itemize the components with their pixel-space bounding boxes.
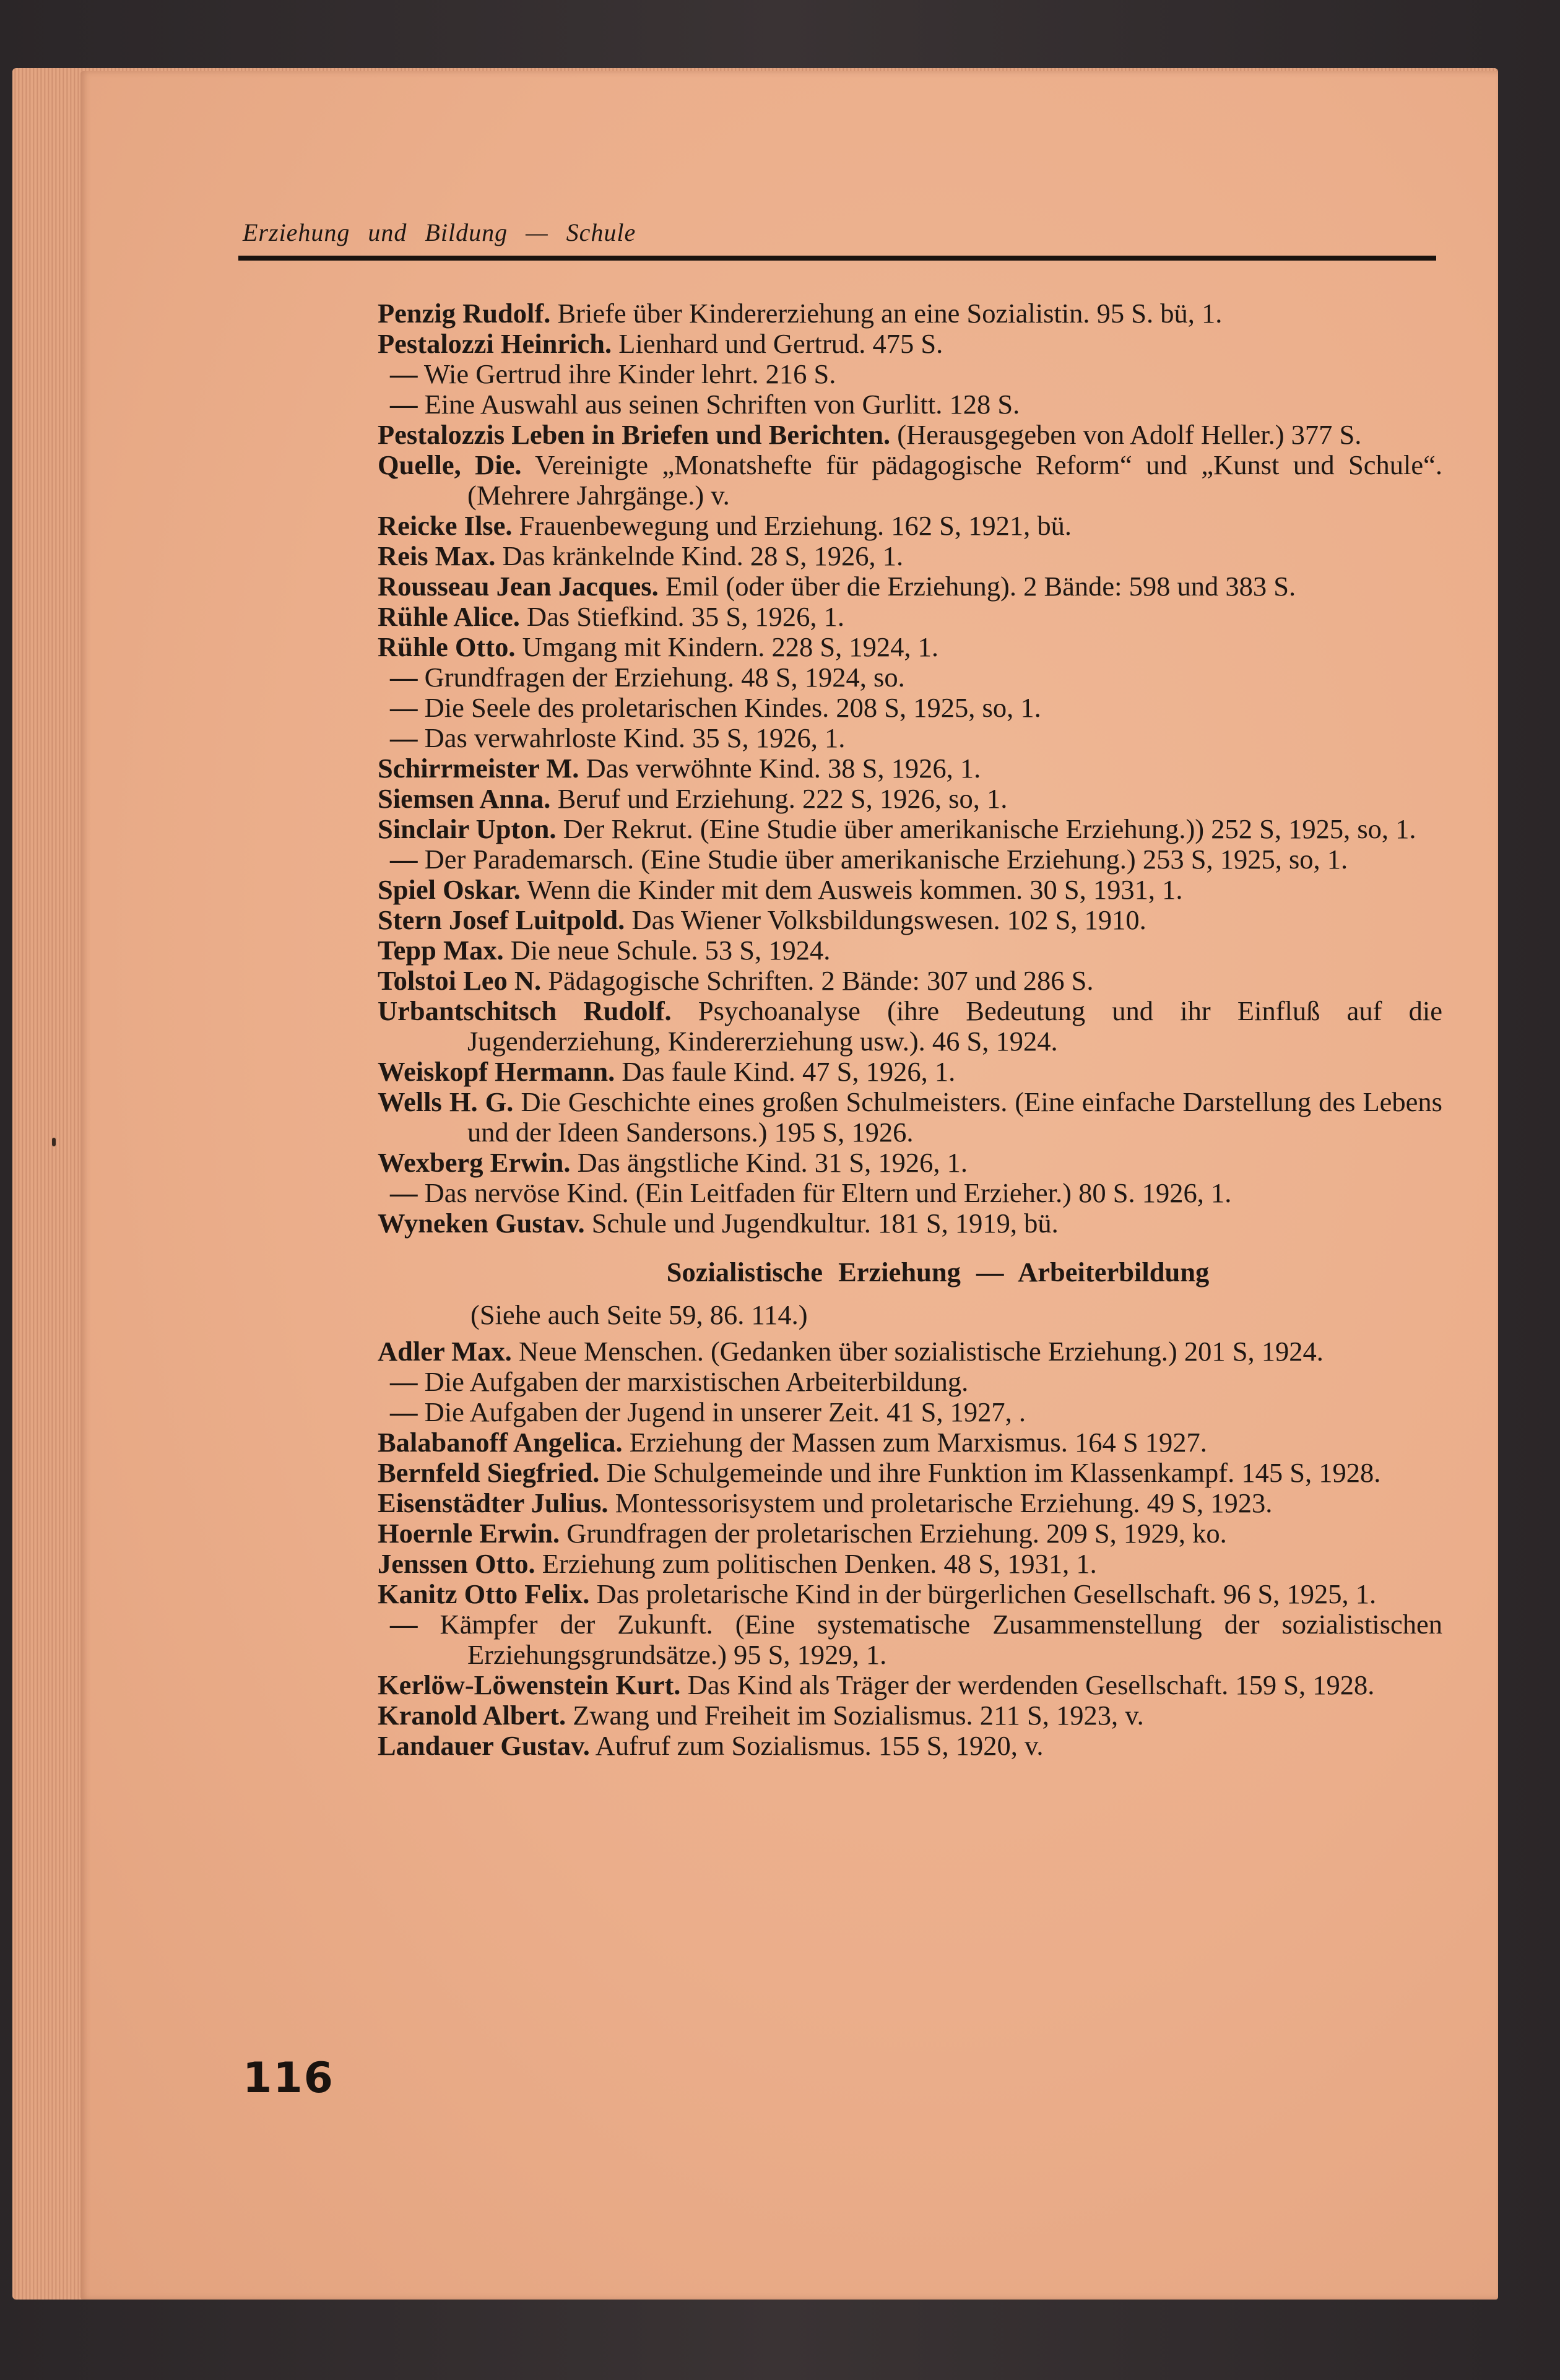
bibliography-entry [378, 1670, 1442, 1700]
entry-text: Frauenbewegung und Erziehung. 162 S, 1921, bü. [512, 510, 1072, 541]
entry-text: Wenn die Kinder mit dem Ausweis kommen. 30 S, 1931, 1. [520, 874, 1183, 905]
entry-text: Lienhard und Gertrud. 475 S. [612, 328, 943, 359]
entry-author: Kerlöw-Löwenstein Kurt. [378, 1669, 681, 1700]
entry-text: Das Wiener Volksbildungswesen. 102 S, 1910. [625, 904, 1146, 935]
entry-text: Das ängstliche Kind. 31 S, 1926, 1. [570, 1147, 968, 1178]
entry-text: Das verwöhnte Kind. 38 S, 1926, 1. [579, 753, 981, 784]
entry-author: Reicke Ilse. [378, 510, 513, 541]
entry-author: Stern Josef Luitpold. [378, 904, 625, 935]
bibliography-entry [378, 1731, 1442, 1761]
bibliography-entry [378, 1178, 1442, 1208]
entry-text: Das nervöse Kind. (Ein Leitfaden für Eltern und Erzieher.) 80 S. 1926, 1. [417, 1177, 1232, 1208]
bibliography-entry [378, 389, 1442, 420]
bibliography-entry [378, 602, 1442, 632]
entry-author: Eisenstädter Julius. [378, 1487, 609, 1518]
bibliography-entry [378, 1488, 1442, 1518]
entry-text: Die Seele des proletarischen Kindes. 208 S, 1925, so, 1. [417, 692, 1041, 723]
entry-text: Erziehung der Massen zum Marxismus. 164 S 1927. [622, 1427, 1207, 1458]
entry-author: Wexberg Erwin. [378, 1147, 571, 1178]
bibliography-entry [378, 814, 1442, 844]
page-number: 116 [243, 2054, 334, 2103]
entry-author: — [390, 1609, 418, 1640]
entry-text: Psychoanalyse (ihre Bedeutung und ihr Einfluß auf die Jugenderziehung, Kindererziehung usw.). 46 S, 1924. [467, 995, 1442, 1057]
entry-author: Penzig Rudolf. [378, 298, 551, 329]
entry-author: Reis Max. [378, 540, 496, 571]
bibliography-entry [378, 784, 1442, 814]
bibliography-entry [378, 571, 1442, 602]
entry-author: Adler Max. [378, 1336, 512, 1367]
entry-author: Schirrmeister M. [378, 753, 579, 784]
entry-text: Die neue Schule. 53 S, 1924. [503, 935, 831, 966]
entry-author: — [390, 722, 418, 753]
entry-text: Die Aufgaben der Jugend in unserer Zeit. 41 S, 1927, . [417, 1396, 1026, 1427]
entry-author: Quelle, Die. [378, 449, 522, 480]
entry-author: Rühle Otto. [378, 631, 516, 662]
section-title: Sozialistische Erziehung — Arbeiterbildung [666, 1257, 1210, 1287]
bibliography-entry [378, 693, 1442, 723]
entry-text: (Herausgegeben von Adolf Heller.) 377 S. [890, 419, 1362, 450]
entry-text: Montessorisystem und proletarische Erziehung. 49 S, 1923. [608, 1487, 1273, 1518]
header-rule [238, 256, 1436, 261]
bibliography-entry [378, 420, 1442, 450]
bibliography-entry [378, 1427, 1442, 1458]
entry-author: — [390, 358, 418, 389]
bibliography-entry [378, 1367, 1442, 1397]
entry-text: Das Kind als Träger der werdenden Gesellschaft. 159 S, 1928. [680, 1669, 1375, 1700]
entry-text: Die Schulgemeinde und ihre Funktion im Klassenkampf. 145 S, 1928. [599, 1457, 1381, 1488]
bibliography-entry [378, 450, 1442, 511]
bibliography-entry [378, 632, 1442, 662]
bibliography-entries-sozialistische [378, 1336, 1442, 1761]
bibliography-list [378, 298, 1442, 1761]
bibliography-entry [378, 1148, 1442, 1178]
entry-author: Tolstoi Leo N. [378, 965, 542, 996]
entry-author: Wyneken Gustav. [378, 1208, 585, 1239]
bibliography-entry [378, 1087, 1442, 1148]
entry-text: Grundfragen der proletarischen Erziehung. 209 S, 1929, ko. [560, 1518, 1227, 1549]
entry-text: Vereinigte „Monatshefte für pädagogische Reform“ und „Kunst und Schule“. (Mehrere Jahrgänge.) v. [467, 449, 1442, 511]
running-head: Erziehung und Bildung — Schule [243, 219, 636, 246]
bibliography-entry [378, 1579, 1442, 1609]
bibliography-entry [378, 1336, 1442, 1367]
entry-author: Kranold Albert. [378, 1700, 566, 1731]
bibliography-entries-schule [378, 298, 1442, 1239]
entry-text: Kämpfer der Zukunft. (Eine systematische Zusammenstellung der sozialistischen Erziehungsgrundsätze.) 95 S, 1929, 1. [417, 1609, 1442, 1670]
entry-author: Wells H. G. [378, 1086, 514, 1117]
entry-text: Umgang mit Kindern. 228 S, 1924, 1. [515, 631, 939, 662]
entry-author: — [390, 1366, 418, 1397]
entry-text: Neue Menschen. (Gedanken über sozialistische Erziehung.) 201 S, 1924. [511, 1336, 1324, 1367]
entry-author: Rousseau Jean Jacques. [378, 571, 659, 602]
entry-author: Spiel Oskar. [378, 874, 521, 905]
entry-text: Eine Auswahl aus seinen Schriften von Gurlitt. 128 S. [417, 389, 1020, 420]
entry-author: Urbantschitsch Rudolf. [378, 995, 672, 1026]
entry-author: — [390, 1396, 418, 1427]
entry-author: — [390, 389, 418, 420]
bibliography-entry [378, 1549, 1442, 1579]
entry-author: — [390, 844, 418, 875]
entry-author: Siemsen Anna. [378, 783, 551, 814]
bibliography-entry [378, 1700, 1442, 1731]
entry-author: Rühle Alice. [378, 601, 520, 632]
bibliography-entry [378, 1458, 1442, 1488]
entry-text: Emil (oder über die Erziehung). 2 Bände: 598 und 383 S. [658, 571, 1296, 602]
bibliography-entry [378, 541, 1442, 571]
entry-text: Das proletarische Kind in der bürgerlichen Gesellschaft. 96 S, 1925, 1. [589, 1578, 1377, 1609]
entry-author: Jenssen Otto. [378, 1548, 535, 1579]
bibliography-entry [378, 905, 1442, 935]
entry-author: Bernfeld Siegfried. [378, 1457, 600, 1488]
entry-text: Aufruf zum Sozialismus. 155 S, 1920, v. [589, 1730, 1044, 1761]
entry-text: Erziehung zum politischen Denken. 48 S, 1931, 1. [535, 1548, 1097, 1579]
bibliography-entry [378, 511, 1442, 541]
entry-text: Das Stiefkind. 35 S, 1926, 1. [519, 601, 845, 632]
entry-author: Sinclair Upton. [378, 813, 557, 844]
bibliography-entry [378, 723, 1442, 753]
bibliography-entry [378, 359, 1442, 389]
entry-author: Weiskopf Hermann. [378, 1056, 615, 1087]
entry-author: Pestalozzis Leben in Briefen und Berichten. [378, 419, 891, 450]
bibliography-entry [378, 844, 1442, 875]
bibliography-entry [378, 996, 1442, 1057]
entry-author: Kanitz Otto Felix. [378, 1578, 590, 1609]
bibliography-entry [378, 298, 1442, 329]
entry-author: Pestalozzi Heinrich. [378, 328, 612, 359]
entry-text: Schule und Jugendkultur. 181 S, 1919, bü. [584, 1208, 1059, 1239]
entry-text: Der Parademarsch. (Eine Studie über amerikanische Erziehung.) 253 S, 1925, so, 1. [417, 844, 1348, 875]
entry-author: Tepp Max. [378, 935, 504, 966]
bibliography-entry [378, 1397, 1442, 1427]
entry-author: Hoernle Erwin. [378, 1518, 560, 1549]
bibliography-entry [378, 662, 1442, 693]
entry-text: Wie Gertrud ihre Kinder lehrt. 216 S. [417, 358, 836, 389]
bibliography-entry [378, 875, 1442, 905]
bibliography-entry [378, 1518, 1442, 1549]
bibliography-entry [378, 329, 1442, 359]
entry-text: Briefe über Kindererziehung an eine Sozialistin. 95 S. bü, 1. [550, 298, 1223, 329]
bibliography-entry [378, 753, 1442, 784]
entry-text: Zwang und Freiheit im Sozialismus. 211 S, 1923, v. [566, 1700, 1144, 1731]
entry-author: Balabanoff Angelica. [378, 1427, 623, 1458]
bibliography-entry [378, 1057, 1442, 1087]
entry-author: — [390, 1177, 418, 1208]
bibliography-entry [378, 1208, 1442, 1239]
bibliography-entry [378, 1609, 1442, 1670]
entry-text: Das kränkelnde Kind. 28 S, 1926, 1. [495, 540, 904, 571]
bibliography-entry [378, 935, 1442, 966]
ink-speck [52, 1138, 56, 1146]
entry-text: Das faule Kind. 47 S, 1926, 1. [615, 1056, 956, 1087]
bibliography-entry [378, 966, 1442, 996]
entry-author: — [390, 662, 418, 693]
entry-text: Beruf und Erziehung. 222 S, 1926, so, 1. [550, 783, 1008, 814]
entry-text: Pädagogische Schriften. 2 Bände: 307 und 286 S. [541, 965, 1094, 996]
entry-text: Der Rekrut. (Eine Studie über amerikanische Erziehung.)) 252 S, 1925, so, 1. [556, 813, 1416, 844]
entry-text: Die Aufgaben der marxistischen Arbeiterbildung. [417, 1366, 969, 1397]
entry-text: Die Geschichte eines großen Schulmeisters. (Eine einfache Darstellung des Lebens und der Ideen Sandersons.) 195 S, 1926. [467, 1086, 1443, 1148]
entry-author: — [390, 692, 418, 723]
section-note: (Siehe auch Seite 59, 86. 114.) [470, 1299, 808, 1330]
entry-author: Landauer Gustav. [378, 1730, 590, 1761]
entry-text: Grundfragen der Erziehung. 48 S, 1924, so. [417, 662, 905, 693]
entry-text: Das verwahrloste Kind. 35 S, 1926, 1. [417, 722, 846, 753]
